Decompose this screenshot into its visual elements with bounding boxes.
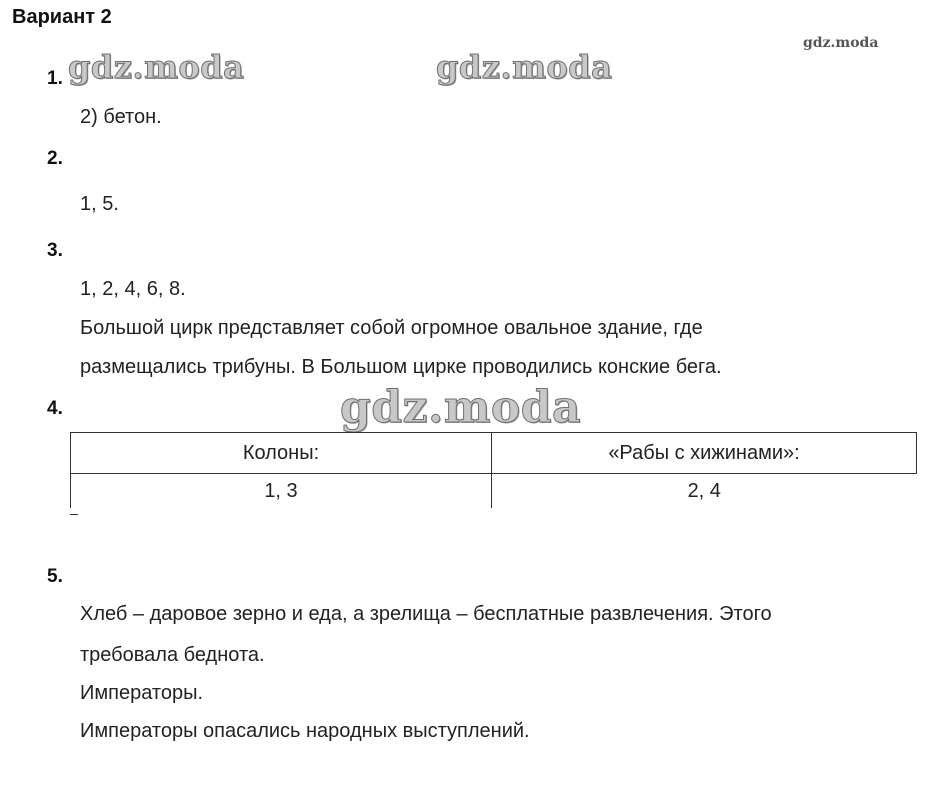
watermark-top-center: gdz.moda: [436, 48, 613, 86]
watermark-small: gdz.moda: [803, 35, 879, 51]
task-2-answer: 1, 5.: [80, 193, 119, 215]
table-header-colony: Колоны:: [71, 433, 492, 474]
table-row: [71, 474, 917, 509]
task-3-number: 3.: [47, 240, 63, 261]
table-cell-slaves: 2, 4: [687, 479, 721, 502]
page-title: Вариант 2: [12, 6, 112, 28]
task-5-line-2: требовала беднота.: [80, 644, 265, 666]
task-3-line-2: Большой цирк представляет собой огромное овальное здание, где: [80, 317, 703, 339]
table-cell-colony: 1, 3: [71, 474, 492, 509]
task-3-line-3: размещались трибуны. В Большом цирке проводились конские бега.: [80, 356, 722, 378]
watermark-top-left: gdz.moda: [68, 48, 245, 86]
task-4-number: 4.: [47, 398, 63, 419]
task-5-line-1: Хлеб – даровое зерно и еда, а зрелища – бесплатные развлечения. Этого: [80, 603, 772, 625]
task-3-line-1: 1, 2, 4, 6, 8.: [80, 278, 186, 300]
task-5-line-4: Императоры опасались народных выступлений.: [80, 720, 530, 742]
task-1-answer: 2) бетон.: [80, 106, 162, 128]
task-4-table: [70, 432, 917, 508]
task-5-line-3: Императоры.: [80, 682, 203, 704]
task-2-number: 2.: [47, 148, 63, 169]
task-1-number: 1.: [47, 68, 63, 89]
table-corner-mark: [70, 514, 78, 515]
task-5-number: 5.: [47, 566, 63, 587]
watermark-middle: gdz.moda: [340, 382, 582, 433]
table-header-slaves: «Рабы с хижинами»:: [492, 433, 917, 474]
table-header-row: [71, 433, 917, 474]
